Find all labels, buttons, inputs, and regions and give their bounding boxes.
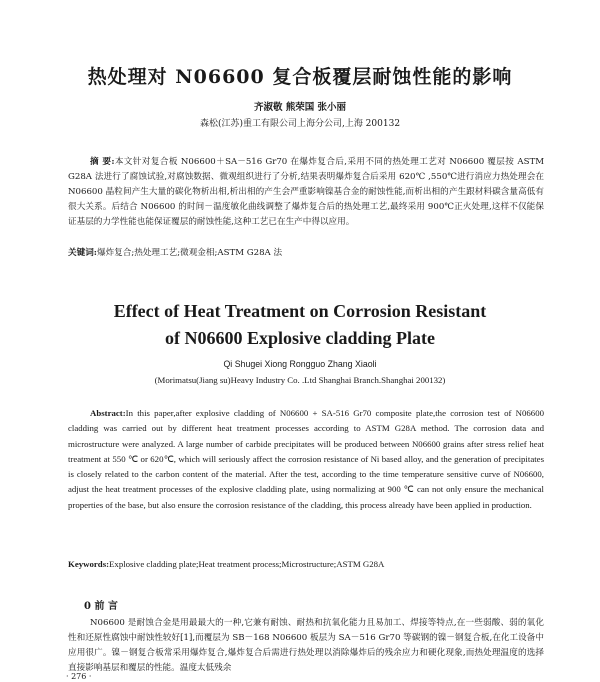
english-abstract [68, 406, 544, 513]
english-keywords [68, 559, 544, 569]
chinese-keywords-text: 爆炸复合;热处理工艺;微观金相;ASTM G28A 法 [96, 248, 283, 258]
chinese-keywords-label: 关键词: [68, 248, 97, 258]
english-abstract-text: In this paper,after explosive cladding of N06600 + SA-516 Gr70 composite plate,the corrosion test of N06600 cladding was carried out by different heat treatment processes according to ASTM G28A method. The corrosion data and microstructure were analyzed. A large number of carbide precipitates will be produced between N06600 grains after stress relief heat treatment at 550 ℃ or 620℃, which will seriously affect the corrosion resistance of Ni based alloy, and the generation of precipitates is closely related to the carbon content of the material. After the test, according to the time temperature sensitive curve of N06600, adjust the heat treatment processes of the explosive cladding plate, using normalizing at 900 ℃ can not only ensure the mechanical properties of the base, but also ensure the corrosion resistance of the cladding, this process already have been applied in production. [68, 408, 544, 510]
chinese-affiliation: 森松(江苏)重工有限公司上海分公司,上海 200132 [199, 119, 401, 129]
english-affiliation: (Morimatsu(Jiang su)Heavy Industry Co. .Ltd Shanghai Branch.Shanghai 200132) [154, 375, 446, 385]
english-title [0, 298, 600, 352]
chinese-abstract [68, 155, 544, 230]
chinese-authors: 齐淑敬 熊荣国 张小丽 [253, 102, 347, 113]
english-abstract-label: Abstract: [90, 408, 126, 418]
english-title-line-2: of N06600 Explosive cladding Plate [164, 328, 435, 348]
chinese-keywords [68, 246, 544, 258]
chinese-abstract-label: 摘 要: [90, 157, 115, 167]
english-title-line-1: Effect of Heat Treatment on Corrosion Resistant [113, 301, 487, 321]
page-number: · 276 · [66, 672, 92, 681]
section-heading: 0 前 言 [84, 601, 118, 612]
english-keywords-text: Explosive cladding plate;Heat treatment process;Microstructure;ASTM G28A [109, 559, 385, 569]
english-authors: Qi Shugei Xiong Rongguo Zhang Xiaoli [223, 359, 377, 369]
english-keywords-label: Keywords: [68, 559, 110, 569]
chinese-title: 热处理对 N06600 复合板覆层耐蚀性能的影响 [87, 66, 513, 88]
body-paragraph: N06600 是耐蚀合金是用最最大的一种,它兼有耐蚀、耐热和抗氧化能力且易加工、焊接等特点,在一些弱酸、弱的氧化性和还原性腐蚀中耐蚀性较好[1],而覆层为 SB－168 N06600 板层为 SA－516 Gr70 等碳钢的镍－钢复合板,在化工设备中应用很广。镍－钢复合板常采用爆炸复合,爆炸复合后需进行热处理以消除爆炸后的残余应力和硬化现象,而热处理温度的选择直接影响基层和覆层的性能。温度太低残余 [68, 618, 544, 673]
chinese-abstract-text: 本文针对复合板 N06600＋SA－516 Gr70 在爆炸复合后,采用不同的热处理工艺对 N06600 覆层按 ASTM G28A 法进行了腐蚀试验,对腐蚀数据、微观组织进行了分析,结果表明爆炸复合后采用 620℃ ,550℃进行消应力热处理会在 N06600 晶粒间产生大量的碳化物析出相,析出相的产生会严重影响镍基合金的耐蚀性能,而析出相的产生跟材料碳含量高低有很大关系。后结合 N06600 的时间－温度敏化曲线调整了爆炸复合后的热处理工艺,最终采用 900℃正火处理,这样不仅能保证基层的力学性能也能保证覆层的耐蚀性能,这种工艺已在生产中得以应用。 [68, 157, 544, 227]
